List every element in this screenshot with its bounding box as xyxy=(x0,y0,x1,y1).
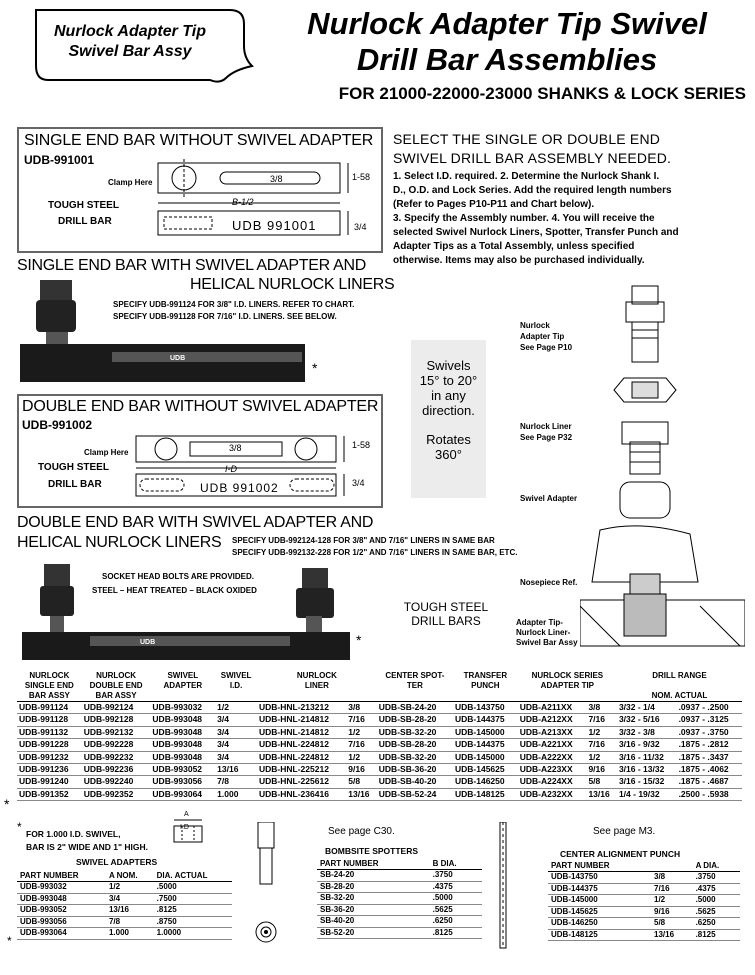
table-star: * xyxy=(4,796,10,812)
col-punch: TRANSFER PUNCH xyxy=(453,671,518,702)
drill-bar-label: DRILL BAR xyxy=(58,216,112,227)
tough-steel-caption xyxy=(386,600,506,628)
table-row xyxy=(548,872,740,884)
nosepiece-label: Nosepiece Ref. xyxy=(520,578,578,587)
table-cell: .4375 xyxy=(693,883,740,895)
single-swivel-note1: SPECIFY UDB-991124 FOR 3/8" I.D. LINERS. REFER TO CHART. xyxy=(113,300,355,309)
table-cell: 1.0000 xyxy=(154,928,232,940)
col-adapter: SWIVEL ADAPTER xyxy=(150,671,215,702)
table-cell: UDB-993056 xyxy=(17,916,106,928)
table-cell: 1/2 xyxy=(586,751,617,763)
page-title xyxy=(268,6,746,78)
instr-line: selected Swivel Nurlock Liners, Spotter, Transfer Punch and xyxy=(393,227,679,238)
table-cell: 1/2 xyxy=(346,751,377,763)
bar-stamp: UDB 991001 xyxy=(232,218,317,233)
table-cell: UDB-993048 xyxy=(150,726,215,738)
table-cell: SB-28-20 xyxy=(317,881,430,893)
table-cell: UDB-993052 xyxy=(150,764,215,776)
col-id: SWIVEL I.D. xyxy=(215,671,257,702)
table-cell: UDB-991352 xyxy=(17,788,82,800)
table-cell: UDB-143750 xyxy=(453,702,518,714)
single-swivel-note2: SPECIFY UDB-991128 FOR 7/16" I.D. LINERS. SEE BELOW. xyxy=(113,312,337,321)
table-cell: UDB-A213XX xyxy=(518,726,587,738)
punch-drawing xyxy=(495,822,511,957)
table-cell: UDB-993032 xyxy=(17,882,106,894)
svg-text:UDB: UDB xyxy=(140,639,156,646)
single-box-heading: SINGLE END BAR WITHOUT SWIVEL ADAPTER xyxy=(24,132,374,149)
swivel-note-l1: Swivels xyxy=(426,358,471,373)
table-cell: 3/32 - 3/8 xyxy=(617,726,677,738)
double-swivel-star: * xyxy=(356,632,362,648)
spotter-drawing xyxy=(248,822,284,952)
table-cell: .6250 xyxy=(430,916,482,928)
table-cell: 7/8 xyxy=(106,916,154,928)
table-cell: .2500 - .5938 xyxy=(677,788,742,800)
table-row xyxy=(317,916,482,928)
table-cell: UDB-991240 xyxy=(17,776,82,788)
badge-line2: Swivel Bar Assy xyxy=(68,43,192,60)
instr-line: (Refer to Pages P10-P11 and Chart below). xyxy=(393,199,595,210)
double-swivel-heading1: DOUBLE END BAR WITH SWIVEL ADAPTER AND xyxy=(17,514,374,531)
table-row xyxy=(17,905,232,917)
table-cell: 3/4 xyxy=(215,726,257,738)
table-cell: UDB-991228 xyxy=(17,739,82,751)
table-cell: 3/4 xyxy=(215,751,257,763)
table-cell: UDB-145625 xyxy=(453,764,518,776)
table-cell: .1875 - .4062 xyxy=(677,764,742,776)
swivel-table-star: * xyxy=(7,934,12,948)
liner-label-l1: Nurlock Liner xyxy=(520,422,572,431)
table-header-row xyxy=(17,671,742,702)
table-cell: 1/2 xyxy=(346,726,377,738)
assy-label-l2: Nurlock Liner- xyxy=(516,628,571,637)
table-cell: SB-52-20 xyxy=(317,927,430,939)
dim-158: 1-58 xyxy=(352,172,371,182)
table-cell: UDB-HNL-214812 xyxy=(257,726,346,738)
assy-label xyxy=(516,618,578,648)
double-dim-id: I-D xyxy=(225,464,237,474)
table-cell: UDB-993048 xyxy=(150,714,215,726)
table-cell: .8125 xyxy=(693,929,740,941)
table-row xyxy=(17,916,232,928)
table-cell: 1/2 xyxy=(215,702,257,714)
swivel-adapters-table xyxy=(17,870,232,940)
table-row xyxy=(548,918,740,930)
table-row xyxy=(17,714,742,726)
svg-text:UDB: UDB xyxy=(170,355,186,362)
dim-34: 3/4 xyxy=(354,222,367,232)
table-cell: UDB-991132 xyxy=(17,726,82,738)
liner-label xyxy=(520,421,572,443)
table-row xyxy=(17,739,742,751)
table-cell: 3/8 xyxy=(651,872,693,884)
double-dim-158: 1-58 xyxy=(352,440,371,450)
table-cell: 3/8 xyxy=(586,702,617,714)
table-row xyxy=(317,893,482,905)
table-cell: UDB-992228 xyxy=(82,739,151,751)
table-cell: UDB-HNL-225612 xyxy=(257,776,346,788)
table-cell: UDB-993048 xyxy=(150,751,215,763)
double-box-code: UDB-991002 xyxy=(22,418,93,432)
swivel-note xyxy=(411,340,486,498)
double-bar-stamp: UDB 991002 xyxy=(200,481,279,495)
tough-steel-label: TOUGH STEEL xyxy=(48,200,119,211)
table-cell: UDB-991128 xyxy=(17,714,82,726)
table-cell: .8125 xyxy=(154,905,232,917)
adapter-tip-label-l1: Nurlock xyxy=(520,321,550,330)
swivel-adapter-icon xyxy=(168,812,208,852)
tough-caption-line2: DRILL BARS xyxy=(411,614,481,628)
table-cell: SB-40-20 xyxy=(317,916,430,928)
exploded-parts-drawing xyxy=(580,282,745,652)
table-cell: 7/16 xyxy=(346,739,377,751)
swivel-note-l2: 15° to 20° xyxy=(419,373,478,388)
table-row xyxy=(17,893,232,905)
table-cell: UDB-SB-52-24 xyxy=(377,788,453,800)
table-cell: UDB-146250 xyxy=(548,918,651,930)
table-cell: UDB-SB-36-20 xyxy=(377,764,453,776)
table-cell: .7500 xyxy=(154,893,232,905)
double-dim-34: 3/4 xyxy=(352,478,365,488)
table-cell: 9/16 xyxy=(651,906,693,918)
table-cell: .1875 - .3437 xyxy=(677,751,742,763)
table-cell: UDB-HNL-214812 xyxy=(257,714,346,726)
table-cell: 3/16 - 9/32 xyxy=(617,739,677,751)
single-box-code: UDB-991001 xyxy=(24,153,95,167)
table-cell: 13/16 xyxy=(346,788,377,800)
swivel-table-title: SWIVEL ADAPTERS xyxy=(76,857,158,867)
double-swivel-photo xyxy=(20,560,355,664)
table-row xyxy=(17,928,232,940)
swivel-note-l6: 360° xyxy=(435,447,462,462)
table-cell: .5000 xyxy=(693,895,740,907)
table-row xyxy=(317,927,482,939)
table-cell: UDB-992352 xyxy=(82,788,151,800)
adapter-tip-label xyxy=(520,320,572,353)
table-cell: .5625 xyxy=(430,904,482,916)
swivel-note-l5: Rotates xyxy=(426,432,471,447)
dim-b12: B-1/2 xyxy=(232,197,254,207)
table-cell: .8750 xyxy=(154,916,232,928)
double-clamp-label: Clamp Here xyxy=(84,448,129,457)
table-cell: UDB-SB-32-20 xyxy=(377,726,453,738)
table-cell: 3/32 - 5/16 xyxy=(617,714,677,726)
table-cell: UDB-146250 xyxy=(453,776,518,788)
single-swivel-heading1: SINGLE END BAR WITH SWIVEL ADAPTER AND xyxy=(17,257,366,274)
col-tip: NURLOCK SERIES ADAPTER TIP xyxy=(518,671,617,702)
badge xyxy=(40,22,220,62)
table-cell: .3750 xyxy=(430,870,482,882)
instructions-head2: SWIVEL DRILL BAR ASSEMBLY NEEDED. xyxy=(393,150,672,166)
table-cell: UDB-148125 xyxy=(453,788,518,800)
table-cell: 13/16 xyxy=(215,764,257,776)
double-swivel-spec1: SPECIFY UDB-992124-128 FOR 3/8" AND 7/16" LINERS IN SAME BAR xyxy=(232,536,495,545)
table-cell: UDB-991236 xyxy=(17,764,82,776)
table-cell: UDB-HNL-225212 xyxy=(257,764,346,776)
table-cell: UDB-A222XX xyxy=(518,751,587,763)
col-double: NURLOCK DOUBLE END BAR ASSY xyxy=(82,671,151,702)
double-swivel-spec2: SPECIFY UDB-992132-228 FOR 1/2" AND 7/16" LINERS IN SAME BAR, ETC. xyxy=(232,548,518,557)
table-cell: UDB-992132 xyxy=(82,726,151,738)
badge-line1: Nurlock Adapter Tip xyxy=(53,23,207,40)
footnote-text xyxy=(26,828,148,854)
table-cell: UDB-993064 xyxy=(17,928,106,940)
punch-title: CENTER ALIGNMENT PUNCH xyxy=(560,849,681,859)
table-cell: 13/16 xyxy=(586,788,617,800)
table-cell: .5000 xyxy=(154,882,232,894)
table-row xyxy=(548,883,740,895)
table-row xyxy=(17,788,742,800)
footnote-dim-a: A xyxy=(184,811,189,818)
instr-line: 1. Select I.D. required. 2. Determine the Nurlock Shank I. xyxy=(393,171,660,182)
instr-line: D., O.D. and Lock Series. Add the required length numbers xyxy=(393,185,672,196)
table-cell: UDB-145625 xyxy=(548,906,651,918)
col-range: DRILL RANGE NOM. ACTUAL xyxy=(617,671,742,702)
spotters-title: BOMBSITE SPOTTERS xyxy=(325,846,419,856)
table-cell: 5/8 xyxy=(651,918,693,930)
title-line2: Drill Bar Assemblies xyxy=(356,42,658,77)
table-cell: UDB-A212XX xyxy=(518,714,587,726)
swivel-adapter-label: Swivel Adapter xyxy=(520,494,578,503)
table-cell: UDB-992240 xyxy=(82,776,151,788)
table-cell: .1875 - .2812 xyxy=(677,739,742,751)
instr-line: otherwise. Items may also be purchased individually. xyxy=(393,255,645,266)
table-cell: 3/4 xyxy=(215,739,257,751)
punch-table xyxy=(548,860,740,941)
table-cell: UDB-SB-40-20 xyxy=(377,776,453,788)
table-cell: 3/4 xyxy=(215,714,257,726)
table-row xyxy=(317,870,482,882)
table-cell: UDB-144375 xyxy=(453,739,518,751)
table-cell: UDB-A221XX xyxy=(518,739,587,751)
table-cell: .1875 - .4687 xyxy=(677,776,742,788)
table-row xyxy=(17,776,742,788)
table-cell: 3/32 - 1/4 xyxy=(617,702,677,714)
table-cell: 7/16 xyxy=(651,883,693,895)
double-dim-38: 3/8 xyxy=(229,443,242,453)
table-cell: UDB-HNL-224812 xyxy=(257,739,346,751)
punch-see: See page M3. xyxy=(593,826,656,837)
table-cell: UDB-145000 xyxy=(548,895,651,907)
spotters-see: See page C30. xyxy=(328,826,395,837)
table-cell: UDB-A224XX xyxy=(518,776,587,788)
table-cell: 1/2 xyxy=(651,895,693,907)
table-cell: 3/16 - 13/32 xyxy=(617,764,677,776)
table-header-row: PART NUMBER A NOM. DIA. ACTUAL xyxy=(17,870,232,882)
swivel-note-l4: direction. xyxy=(422,403,475,418)
footnote-dim-id: I.D xyxy=(180,824,189,831)
table-cell: 1.000 xyxy=(106,928,154,940)
socket-note1: SOCKET HEAD BOLTS ARE PROVIDED. xyxy=(102,572,255,581)
table-header-row: PART NUMBER B DIA. xyxy=(317,858,482,870)
table-cell: 7/8 xyxy=(215,776,257,788)
table-cell: 1.000 xyxy=(215,788,257,800)
double-swivel-heading2: HELICAL NURLOCK LINERS xyxy=(17,534,222,551)
table-cell: UDB-992128 xyxy=(82,714,151,726)
tough-caption-line1: TOUGH STEEL xyxy=(403,600,489,614)
table-header-row: PART NUMBER A DIA. xyxy=(548,860,740,872)
table-cell: .3750 xyxy=(693,872,740,884)
table-row xyxy=(548,895,740,907)
table-cell: 7/16 xyxy=(346,714,377,726)
assy-label-l1: Adapter Tip- xyxy=(516,618,563,627)
table-cell: UDB-991232 xyxy=(17,751,82,763)
single-swivel-star: * xyxy=(312,360,318,376)
table-cell: UDB-A223XX xyxy=(518,764,587,776)
table-cell: 1/2 xyxy=(586,726,617,738)
single-swivel-photo xyxy=(20,276,310,388)
table-cell: UDB-992236 xyxy=(82,764,151,776)
instr-line: 3. Specify the Assembly number. 4. You will receive the xyxy=(393,213,655,224)
table-cell: UDB-A211XX xyxy=(518,702,587,714)
table-cell: 13/16 xyxy=(651,929,693,941)
footnote-star: * xyxy=(17,820,22,834)
table-cell: UDB-HNL-224812 xyxy=(257,751,346,763)
table-cell: 13/16 xyxy=(106,905,154,917)
adapter-tip-label-l2: Adapter Tip xyxy=(520,332,565,341)
double-tough-label: TOUGH STEEL xyxy=(38,462,109,473)
table-row xyxy=(17,702,742,714)
table-row xyxy=(317,881,482,893)
table-cell: 5/8 xyxy=(346,776,377,788)
table-cell: UDB-A232XX xyxy=(518,788,587,800)
table-cell: SB-32-20 xyxy=(317,893,430,905)
single-swivel-heading2: HELICAL NURLOCK LINERS xyxy=(190,276,395,293)
table-cell: .8125 xyxy=(430,927,482,939)
table-cell: .0937 - .2500 xyxy=(677,702,742,714)
col-single: NURLOCK SINGLE END BAR ASSY xyxy=(17,671,82,702)
table-cell: UDB-993032 xyxy=(150,702,215,714)
table-cell: 7/16 xyxy=(586,714,617,726)
table-row xyxy=(17,726,742,738)
table-cell: UDB-HNL-213212 xyxy=(257,702,346,714)
spotters-table xyxy=(317,858,482,939)
instructions-head1: SELECT THE SINGLE OR DOUBLE END xyxy=(393,131,661,147)
table-cell: 3/16 - 15/32 xyxy=(617,776,677,788)
table-cell: UDB-SB-28-20 xyxy=(377,714,453,726)
table-cell: 9/16 xyxy=(586,764,617,776)
table-cell: UDB-SB-32-20 xyxy=(377,751,453,763)
footnote-l1: FOR 1.000 I.D. SWIVEL, xyxy=(26,829,121,839)
table-cell: UDB-993048 xyxy=(17,893,106,905)
table-cell: 3/16 - 11/32 xyxy=(617,751,677,763)
table-cell: UDB-992124 xyxy=(82,702,151,714)
table-cell: UDB-145000 xyxy=(453,726,518,738)
col-spotter: CENTER SPOT- TER xyxy=(377,671,453,702)
table-cell: UDB-993048 xyxy=(150,739,215,751)
table-cell: UDB-148125 xyxy=(548,929,651,941)
assy-label-l3: Swivel Bar Assy xyxy=(516,638,578,647)
table-cell: .0937 - .3750 xyxy=(677,726,742,738)
clamp-label: Clamp Here xyxy=(108,178,153,187)
instructions-heading xyxy=(393,130,671,168)
table-cell: SB-36-20 xyxy=(317,904,430,916)
table-cell: UDB-144375 xyxy=(548,883,651,895)
table-row xyxy=(317,904,482,916)
adapter-tip-label-l3: See Page P10 xyxy=(520,343,573,352)
table-cell: 1/4 - 19/32 xyxy=(617,788,677,800)
table-cell: 3/4 xyxy=(106,893,154,905)
dim-38: 3/8 xyxy=(270,174,283,184)
liner-label-l2: See Page P32 xyxy=(520,433,573,442)
double-box-heading: DOUBLE END BAR WITHOUT SWIVEL ADAPTER xyxy=(22,398,379,415)
instructions-body xyxy=(393,170,743,268)
title-line1: Nurlock Adapter Tip Swivel xyxy=(307,6,707,41)
double-drill-label: DRILL BAR xyxy=(48,479,102,490)
table-cell: UDB-144375 xyxy=(453,714,518,726)
table-cell: .0937 - .3125 xyxy=(677,714,742,726)
table-cell: UDB-SB-24-20 xyxy=(377,702,453,714)
table-row xyxy=(17,751,742,763)
table-cell: UDB-993064 xyxy=(150,788,215,800)
table-row xyxy=(548,929,740,941)
table-cell: 3/8 xyxy=(346,702,377,714)
socket-note2: STEEL – HEAT TREATED – BLACK OXIDED xyxy=(92,586,257,595)
col-liner: NURLOCK LINER xyxy=(257,671,377,702)
table-cell: SB-24-20 xyxy=(317,870,430,882)
table-cell: .5000 xyxy=(430,893,482,905)
table-cell: 9/16 xyxy=(346,764,377,776)
table-cell: 5/8 xyxy=(586,776,617,788)
table-cell: 1/2 xyxy=(106,882,154,894)
table-cell: UDB-145000 xyxy=(453,751,518,763)
table-cell: UDB-993052 xyxy=(17,905,106,917)
table-cell: UDB-991124 xyxy=(17,702,82,714)
table-cell: UDB-992232 xyxy=(82,751,151,763)
table-cell: 7/16 xyxy=(586,739,617,751)
table-cell: .6250 xyxy=(693,918,740,930)
page-subtitle: FOR 21000-22000-23000 SHANKS & LOCK SERIES xyxy=(338,84,746,103)
footnote-l2: BAR IS 2" WIDE AND 1" HIGH. xyxy=(26,842,149,852)
table-cell: .4375 xyxy=(430,881,482,893)
table-cell: .5625 xyxy=(693,906,740,918)
table-row xyxy=(17,764,742,776)
table-row xyxy=(17,882,232,894)
instr-line: Adapter Tips as a Total Assembly, unless specified xyxy=(393,241,635,252)
assembly-table xyxy=(17,671,742,801)
table-cell: UDB-SB-28-20 xyxy=(377,739,453,751)
table-cell: UDB-HNL-236416 xyxy=(257,788,346,800)
table-cell: UDB-143750 xyxy=(548,872,651,884)
table-row xyxy=(548,906,740,918)
swivel-note-l3: in any xyxy=(431,388,466,403)
table-cell: UDB-993056 xyxy=(150,776,215,788)
